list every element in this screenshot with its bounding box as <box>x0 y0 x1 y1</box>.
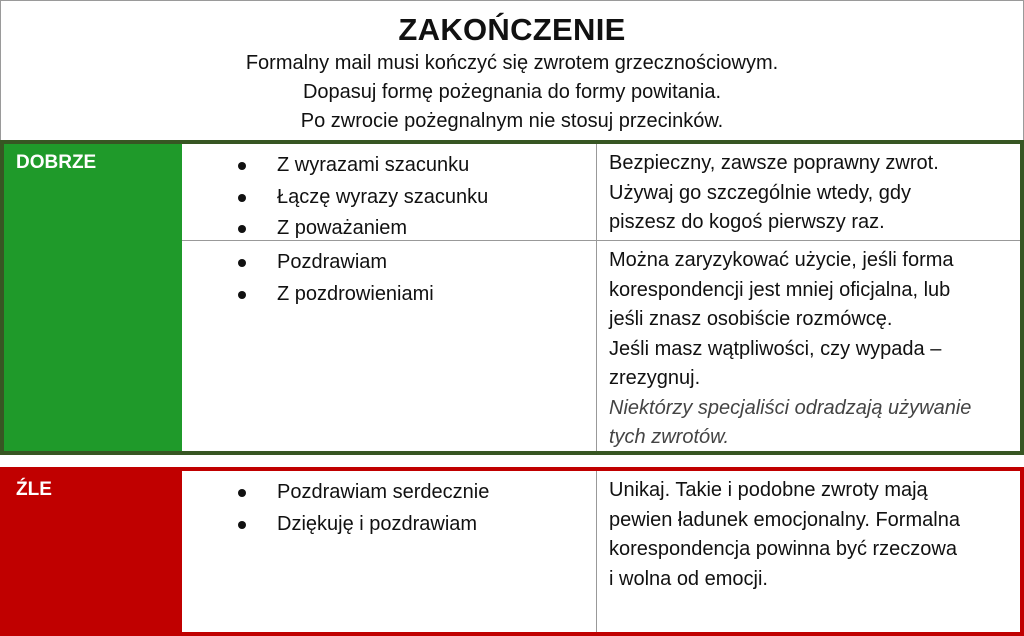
description-line: korespondencji jest mniej oficjalna, lub <box>609 278 951 301</box>
phrases-cell <box>182 144 597 240</box>
intro-line: Formalny mail musi kończyć się zwrotem grzecznościowym. <box>245 52 779 74</box>
bullet-icon <box>238 162 246 170</box>
description-line: jeśli znasz osobiście rozmówcę. <box>609 308 893 330</box>
description-cell <box>597 144 1020 240</box>
header-section <box>0 0 1024 141</box>
phrase-text: Dziękuję i pozdrawiam <box>277 512 478 535</box>
bullet-icon <box>238 259 246 267</box>
bullet-icon <box>238 291 246 299</box>
description-line: Można zaryzykować użycie, jeśli forma <box>609 249 954 271</box>
phrase-text: Pozdrawiam <box>277 251 388 273</box>
list-item <box>182 150 596 182</box>
description-line: korespondencja powinna być rzeczowa <box>609 538 957 560</box>
good-section <box>0 140 1024 455</box>
description-line: zrezygnuj. <box>609 367 701 389</box>
list-item <box>182 477 596 509</box>
list-item <box>182 509 596 541</box>
description-line: Unikaj. Takie i podobne zwroty mają <box>609 479 928 501</box>
good-label: DOBRZE <box>4 144 182 451</box>
description-line: pewien ładunek emocjonalny. Formalna <box>609 508 960 531</box>
page-title: ZAKOŃCZENIE <box>398 12 626 47</box>
description-cell <box>597 241 1020 451</box>
bad-table <box>182 471 1020 632</box>
description-line: Jeśli masz wątpliwości, czy wypada – <box>609 337 942 360</box>
table-row <box>182 144 1020 241</box>
list-item <box>182 279 596 311</box>
table-row <box>182 241 1020 451</box>
description-line: i wolna od emocji. <box>609 567 768 590</box>
phrase-list <box>182 471 596 540</box>
intro-line: Po zwrocie pożegnalnym nie stosuj przecinków. <box>300 110 724 132</box>
description-line: Używaj go szczególnie wtedy, gdy <box>609 181 911 204</box>
description-line: piszesz do kogoś pierwszy raz. <box>609 211 885 233</box>
phrase-text: Z pozdrowieniami <box>277 282 434 305</box>
description-line: Bezpieczny, zawsze poprawny zwrot. <box>609 152 939 174</box>
description-note: Niektórzy specjaliści odradzają używanie <box>609 396 972 419</box>
phrase-text: Pozdrawiam serdecznie <box>277 481 490 503</box>
bullet-icon <box>238 225 246 233</box>
description-note: tych zwrotów. <box>609 426 730 448</box>
phrase-list <box>182 241 596 310</box>
bad-label: ŹLE <box>4 471 182 632</box>
list-item <box>182 213 596 245</box>
bullet-icon <box>238 521 246 529</box>
phrases-cell <box>182 471 597 632</box>
intro-line: Dopasuj formę pożegnania do formy powitania. <box>302 81 722 103</box>
phrase-list <box>182 144 596 245</box>
phrase-text: Łączę wyrazy szacunku <box>277 185 489 208</box>
description-cell <box>597 471 1020 632</box>
bullet-icon <box>238 194 246 202</box>
phrase-text: Z poważaniem <box>277 217 408 239</box>
good-table <box>182 144 1020 451</box>
table-row <box>182 471 1020 632</box>
bullet-icon <box>238 489 246 497</box>
phrase-text: Z wyrazami szacunku <box>277 154 470 176</box>
list-item <box>182 182 596 214</box>
phrases-cell <box>182 241 597 451</box>
bad-section <box>0 467 1024 636</box>
list-item <box>182 247 596 279</box>
